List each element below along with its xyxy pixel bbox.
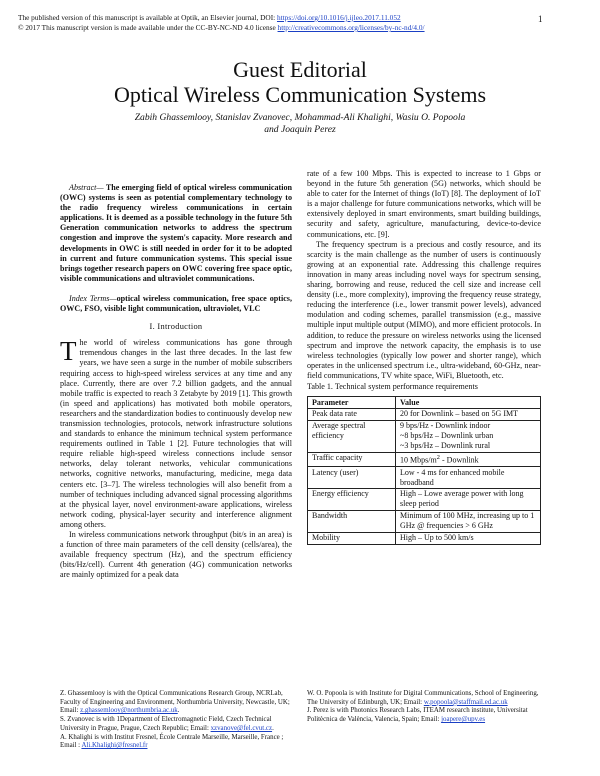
header-doi-text: The published version of this manuscript is available at Optik, an Elsevier journal, DOI: bbox=[18, 13, 277, 22]
page-number: 1 bbox=[538, 14, 543, 24]
right-column bbox=[307, 169, 541, 545]
authors-line-2: and Joaquin Perez bbox=[264, 124, 336, 135]
footnotes-left bbox=[60, 690, 292, 751]
intro-paragraph-2: In wireless communications network throughput (bit/s in an area) is a function of three main parameters of the cell density (cells/area), the available frequency spectrum (Hz), and the spectrum efficiency (bits/Hz/cell). Current 4th generation (4G) communication networks are mainly optimized for a peak data bbox=[60, 530, 292, 580]
index-terms-text: optical wireless communication, free space optics, OWC, FSO, visible light communication, ultraviolet, VLC bbox=[60, 293, 292, 314]
index-terms-label: Index Terms— bbox=[69, 293, 117, 303]
email-link-khalighi[interactable]: Ali.Khalighi@fresnel.fr bbox=[81, 742, 148, 750]
index-terms bbox=[60, 294, 292, 314]
doi-link[interactable]: https://doi.org/10.1016/j.ijleo.2017.11.052 bbox=[276, 13, 401, 22]
table-cell-param: Peak data rate bbox=[308, 408, 396, 420]
author-list bbox=[60, 112, 540, 136]
table-row bbox=[308, 532, 541, 544]
table-row bbox=[308, 452, 541, 467]
table-cell-param: Mobility bbox=[308, 532, 396, 544]
table-row bbox=[308, 488, 541, 510]
table-row bbox=[308, 420, 541, 452]
manuscript-header bbox=[18, 13, 538, 33]
table-cell-value: Low - 4 ms for enhanced mobile broadband bbox=[396, 467, 541, 489]
email-link-zvanovec[interactable]: xzvanove@fel.cvut.cz bbox=[210, 724, 273, 732]
table-cell-param: Energy efficiency bbox=[308, 488, 396, 510]
abstract-text: The emerging field of optical wireless communication (OWC) systems is seen as potential complementary technology to the radio frequency wireless communications in certain applications. It is deemed as a possible technology in the future 5th Generation communication networks to address the spectrum congestion and improve the system's capacity. More research and developments in OWC is still needed in order for it to be adopted in current and future communication systems. This special issue brings together research papers on OWC covering free space optic, visible communications and ultraviolet communications. bbox=[60, 183, 292, 283]
footnote-text: . bbox=[272, 724, 274, 732]
table-cell-param: Traffic capacity bbox=[308, 452, 396, 467]
intro-paragraph-1 bbox=[60, 338, 292, 530]
table-row bbox=[308, 510, 541, 532]
table-header-row bbox=[308, 397, 541, 409]
footnotes-right bbox=[307, 690, 541, 725]
value-line: ~8 bps/Hz – Downlink urban bbox=[400, 431, 494, 441]
footnote-text: S. Zvanovec is with 1Department of Electromagnetic Field, Czech Technical University in Prague, Prague, Czech Republic; Email: bbox=[60, 716, 272, 732]
footnote-text: . bbox=[177, 707, 180, 715]
table-cell-param: Average spectral efficiency bbox=[308, 420, 396, 452]
license-link[interactable]: http://creativecommons.org/licenses/by-nc-nd/4.0/ bbox=[277, 23, 425, 32]
section-heading-introduction: I. Introduction bbox=[149, 322, 203, 332]
email-link-perez[interactable]: joapere@upv.es bbox=[441, 716, 486, 724]
table-cell-value: 20 for Downlink – based on 5G IMT bbox=[396, 408, 541, 420]
footnote-text: A. Khalighi is with Institut Fresnel, École Centrale Marseille, Marseille, France ; Email : bbox=[60, 733, 284, 750]
email-link-ghassemlooy[interactable]: z.ghassemlooy@northumbria.ac.uk bbox=[80, 707, 178, 715]
table-cell-value: Minimum of 100 MHz, increasing up to 1 GHz @ frequencies > 6 GHz bbox=[396, 510, 541, 532]
page-title: Optical Wireless Communication Systems bbox=[113, 82, 487, 107]
footnote-text: J. Perez is with Photonics Research Labs, ITEAM research institute, Universitat Politècnica de València, Valencia, Spain; Email: bbox=[307, 707, 528, 724]
table-row bbox=[308, 408, 541, 420]
table-cell-param: Latency (user) bbox=[308, 467, 396, 489]
intro-p1-text: he world of wireless communications has gone through tremendous changes in the last three decades. In the last few years, we have seen a surge in the number of mobile subscribers requiring access to high-speed wireless services at any time and any place. Currently, there are over 7.2 billion gadgets, and the annual mobile traffic is expected to reach 3 Zetabyte by 2019 [1]. This growth (in speed and applications) has motivated both mobile operators, researchers and the standardization bodies to continuously develop new transmission technologies, protocols, network infrastructure solutions and standards to enhance the minimum technical system performance requirements outlined in Table 1 [2]. Future technologies that will require reliable high-speed wireless connections include sensor networks, delay tolerant networks, vehicular communications networks, cognitive networks, manufacturing, medicine, mega data centers etc. [3–7]. The wireless technologies will also benefit from a number of techniques including advanced signal processing algorithms at the physical layer, novel environment-aware applications, wireless network coding, physical-layer security and interference alignment among others. bbox=[60, 338, 292, 529]
value-line: 9 bps/Hz - Downlink indoor bbox=[400, 421, 491, 431]
title-guest-editorial: Guest Editorial bbox=[233, 57, 367, 82]
abstract-label: Abstract— bbox=[69, 183, 104, 192]
value-pre: 10 Mbps/m bbox=[400, 455, 437, 465]
table-caption: Table 1. Technical system performance requirements bbox=[307, 381, 478, 391]
left-column bbox=[60, 183, 292, 580]
table-row bbox=[308, 467, 541, 489]
value-sup: 2 bbox=[436, 454, 440, 462]
header-line-license bbox=[18, 23, 538, 33]
footnote-text: W. O. Popoola is with Institute for Digital Communications, School of Engineering, The University of Edinburgh, UK; Email: bbox=[307, 690, 539, 706]
footnote-text: Z. Ghassemlooy is with the Optical Communications Research Group, NCRLab, Faculty of Engineering and Environment, Northumbria University, Newcastle, UK; Email: bbox=[60, 690, 290, 715]
performance-table bbox=[307, 396, 541, 544]
footnote-popoola bbox=[307, 690, 541, 707]
footnote-zvanovec bbox=[60, 716, 292, 733]
authors-line-1: Zabih Ghassemlooy, Stanislav Zvanovec, Mohammad-Ali Khalighi, Wasiu O. Popoola bbox=[134, 112, 466, 123]
table-cell-value: High – Up to 500 km/s bbox=[396, 532, 541, 544]
table-cell-value: High – Lowe average power with long sleep period bbox=[396, 488, 541, 510]
footnote-khalighi bbox=[60, 734, 292, 751]
footnote-ghassemlooy bbox=[60, 690, 292, 716]
footnote-perez bbox=[307, 707, 541, 724]
header-line-doi bbox=[18, 13, 538, 23]
drop-cap: T bbox=[60, 336, 77, 367]
table-header-value: Value bbox=[396, 397, 541, 409]
table-cell-param: Bandwidth bbox=[308, 510, 396, 532]
intro-paragraph-3: rate of a few 100 Mbps. This is expected to increase to 1 Gbps or beyond in the future 5th generation (5G) networks, which should be able to cater for the Internet of things (IoT) [8]. The deployment of IoT is a major challenge for future communications networks, which will be extensively deployed in smart environments, smart building buildings, security and safety, agriculture, manufacturing, device-to-device communications, etc. [9]. bbox=[307, 169, 541, 239]
email-link-popoola[interactable]: w.popoola@staffmail.ed.ac.uk bbox=[423, 698, 508, 706]
value-line: ~3 bps/Hz – Downlink rural bbox=[400, 441, 491, 451]
table-header-parameter: Parameter bbox=[308, 397, 396, 409]
abstract bbox=[60, 183, 292, 284]
table-cell-value bbox=[396, 452, 541, 467]
header-license-text: © 2017 This manuscript version is made available under the CC-BY-NC-ND 4.0 license bbox=[18, 23, 278, 32]
value-post: - Downlink bbox=[440, 455, 479, 465]
table-cell-value bbox=[396, 420, 541, 452]
intro-paragraph-4: The frequency spectrum is a precious and costly resource, and its scarcity is the main challenge as the number of users is continuously growing at an exponential rate. Addressing this challenge requires innovation in many areas including novel ways for spectrum sensing, sharing, borrowing and reuse, reduced the cell size and increase cell density (i.e., more complexity), improving the frequency reuse strategy, reducing the interference (i.e., lower transmit power levels), advanced modulation and coding schemes, parallel transmission (e.g., massive multiple input multiple output (MIMO), and more efficient protocols. In addition, to reduce the pressure on wireless networks using the licensed spectrum and improve the network capacity, the emphasis is to use wireless technologies (typically low power and shorter range), which operates in the unlicensed spectrum i.e., ultra-wideband, 60-GHz, near-field communications, TV white space, WiFi, Bluetooth, etc. bbox=[307, 239, 541, 380]
